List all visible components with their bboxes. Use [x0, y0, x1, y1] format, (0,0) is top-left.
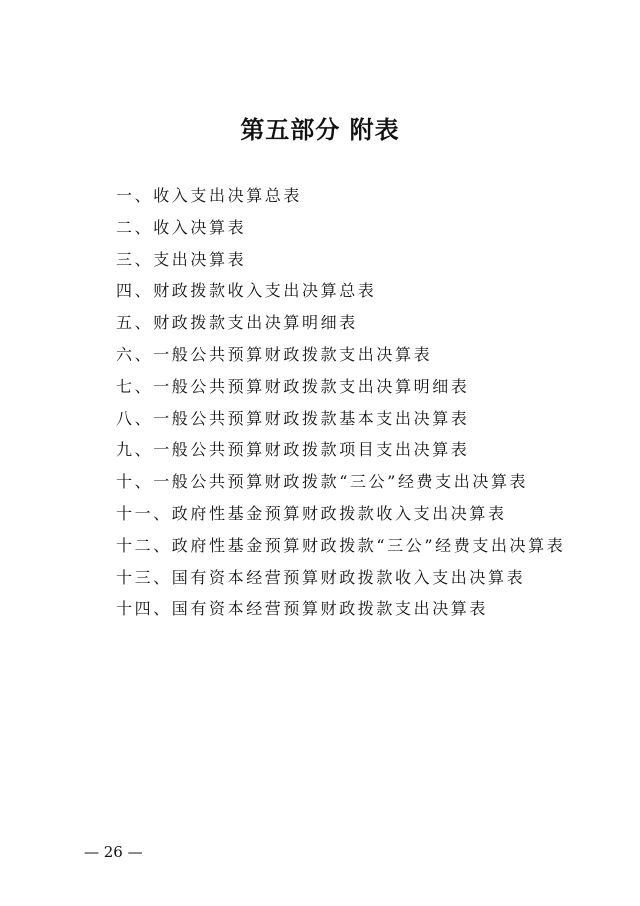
list-item: 九、一般公共预算财政拨款项目支出决算表	[116, 440, 470, 460]
appendix-table-list	[116, 180, 565, 625]
page-number: — 26 —	[84, 843, 143, 861]
list-item: 七、一般公共预算财政拨款支出决算明细表	[116, 376, 470, 396]
list-item: 十一、政府性基金预算财政拨款收入支出决算表	[116, 503, 507, 523]
page-title: 第五部分 附表	[240, 116, 400, 144]
list-item: 十四、国有资本经营预算财政拨款支出决算表	[116, 599, 489, 619]
list-item: 十、一般公共预算财政拨款“三公”经费支出决算表	[116, 472, 529, 492]
list-item: 八、一般公共预算财政拨款基本支出决算表	[116, 408, 470, 428]
list-item: 一、收入支出决算总表	[116, 186, 303, 205]
list-item: 十二、政府性基金预算财政拨款“三公”经费支出决算表	[116, 535, 566, 555]
list-item: 二、收入决算表	[116, 217, 247, 237]
list-item: 十三、国有资本经营预算财政拨款收入支出决算表	[116, 567, 526, 587]
list-item: 五、财政拨款支出决算明细表	[116, 313, 358, 333]
list-item: 三、支出决算表	[116, 249, 247, 269]
list-item: 六、一般公共预算财政拨款支出决算表	[116, 344, 433, 364]
list-item: 四、财政拨款收入支出决算总表	[116, 281, 377, 301]
